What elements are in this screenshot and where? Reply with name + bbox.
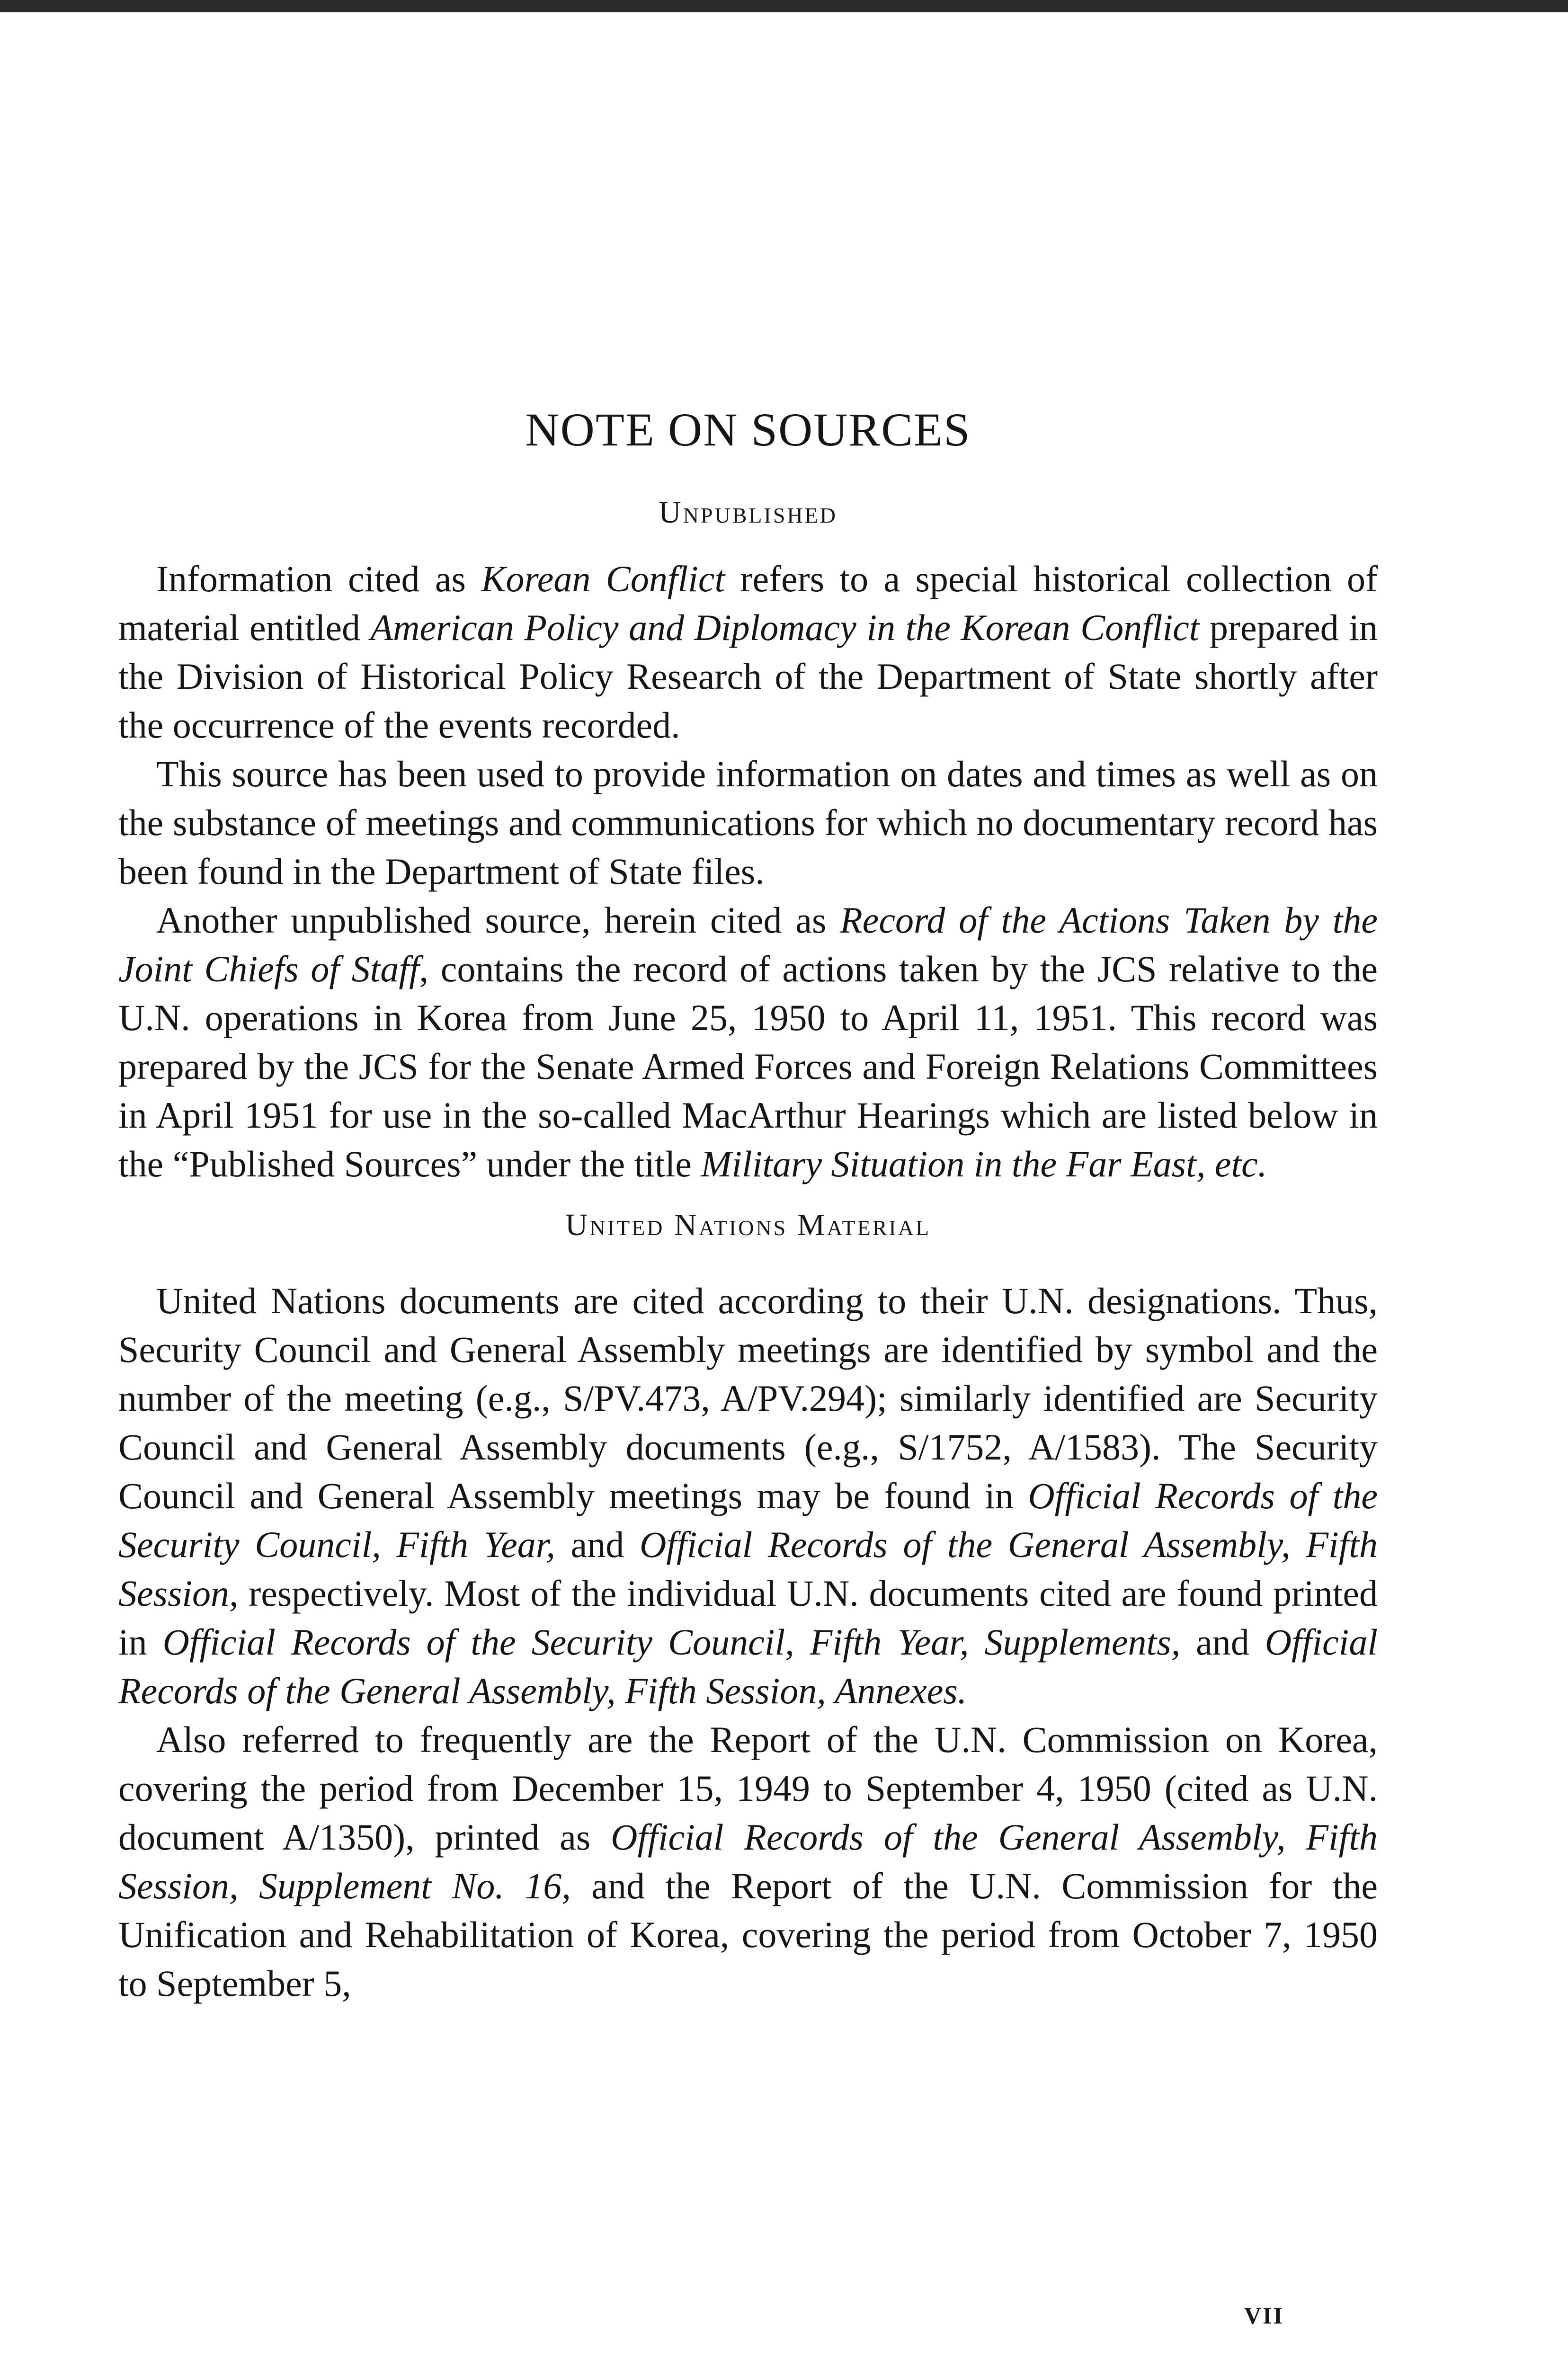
page-number: VII bbox=[1244, 2302, 1284, 2329]
section-heading: United Nations Material bbox=[565, 1208, 931, 1242]
text-run: prepared in the Division of Historical Policy Research of the Department of State shortly after the occurrence of the events recorded. bbox=[118, 607, 1378, 746]
page-title: NOTE ON SOURCES bbox=[525, 403, 971, 456]
italic-citation: Official Records of the General Assembly, Fifth Session, Annexes. bbox=[118, 1621, 1378, 1711]
text-run: respectively. Most of the individual U.N. documents cited are found printed in bbox=[118, 1573, 1378, 1663]
italic-citation: Record of the Actions Taken by the Joint Chiefs of Staff bbox=[118, 899, 1378, 989]
italic-citation: Official Records of the General Assembly, Fifth Session, Supplement No. 16, bbox=[118, 1816, 1378, 1906]
text-run: Another unpublished source, herein cited as bbox=[156, 899, 840, 941]
italic-citation: Military Situation in the Far East, etc. bbox=[701, 1143, 1267, 1184]
italic-citation: Official Records of the Security Council, Fifth Year, Supplements, bbox=[162, 1621, 1181, 1663]
text-run: Also referred to frequently are the Report of the U.N. Commission on Korea, covering the period from December 15, 1949 to September 4, 1950 (cited as U.N. document A/1350), printed as bbox=[118, 1719, 1378, 1858]
italic-citation: Official Records of the General Assembly, Fifth Session, bbox=[118, 1524, 1378, 1614]
text-run: , contains the record of actions taken by the JCS relative to the U.N. operations in Korea from June 25, 1950 to April 11, 1951. This record was prepared by the JCS for the Senate Armed Forces and Foreign Relations Committees in April 1951 for use in the so-called MacArthur Hearings which are listed below in the “Published Sources” under the title bbox=[118, 948, 1378, 1184]
paragraph bbox=[118, 1715, 1378, 2008]
top-border-rule bbox=[0, 0, 1568, 12]
paragraph bbox=[118, 749, 1378, 896]
italic-citation: Korean Conflict bbox=[481, 558, 725, 599]
paragraph bbox=[118, 554, 1378, 749]
italic-citation: American Policy and Diplomacy in the Korean Conflict bbox=[370, 607, 1200, 648]
text-run: Information cited as bbox=[156, 558, 481, 599]
text-run: United Nations documents are cited according to their U.N. designations. Thus, Security Council and General Assembly meetings are identified by symbol and the number of the meeting (e.g., S/PV.473, A/PV.294); similarly identified are Security Council and General Assembly documents (e.g., S/1752, A/1583). The Security Council and General Assembly meetings may be found in bbox=[118, 1280, 1378, 1516]
paragraph bbox=[118, 896, 1378, 1188]
italic-citation: Official Records of the Security Council, Fifth Year, bbox=[118, 1475, 1378, 1565]
text-run: This source has been used to provide information on dates and times as well as on the substance of meetings and communications for which no documentary record has been found in the Department of State files. bbox=[118, 753, 1378, 892]
text-run: and the Report of the U.N. Commission for the Unification and Rehabilitation of Korea, covering the period from October 7, 1950 to September 5, bbox=[118, 1865, 1378, 2004]
section-heading: Unpublished bbox=[659, 495, 837, 530]
page-body bbox=[118, 402, 1378, 2008]
text-run: and bbox=[555, 1524, 640, 1565]
paragraph bbox=[118, 1276, 1378, 1715]
text-run: refers to a special historical collection of material entitled bbox=[118, 558, 1378, 648]
sections-container bbox=[118, 495, 1378, 2008]
text-run: and bbox=[1180, 1621, 1265, 1663]
